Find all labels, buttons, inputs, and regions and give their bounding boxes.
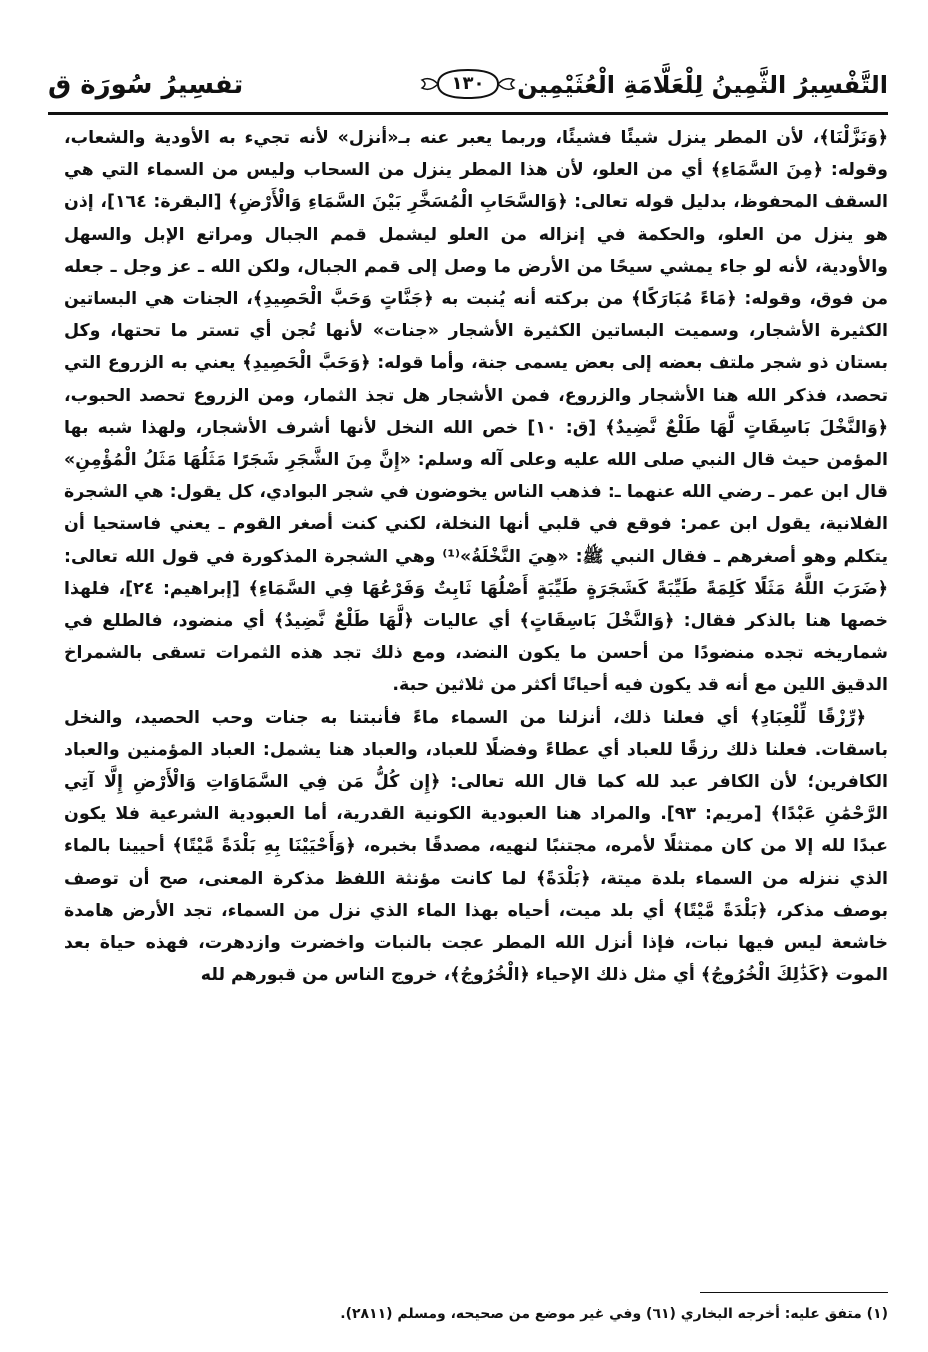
book-title: التَّفْسِيرُ الثَّمِينُ لِلْعَلَّامَةِ الْعُثَيْمِين <box>517 71 888 99</box>
header-divider <box>48 112 888 115</box>
page-number: ١٣٠ <box>451 73 485 94</box>
footnote: (١) متفق عليه: أخرجه البخاري (٦١) وفي غير موضع من صحيحه، ومسلم (٢٨١١). <box>340 1306 888 1322</box>
footnote-divider <box>700 1292 888 1293</box>
page-header <box>48 60 888 116</box>
main-text <box>64 122 888 991</box>
page-number-ornament <box>418 66 518 102</box>
paragraph: ﴿رِّزْقًا لِّلْعِبَادِ﴾ أي فعلنا ذلك، أنزلنا من السماء ماءً فأنبتنا به جنات وحب الحصيد، والنخل باسقات. فعلنا ذلك رزقًا للعباد أي عطاءً وفضلًا للعباد، والعباد هنا يشمل: العباد المؤمنين والعباد الكافرين؛ لأن الكافر عبد لله كما قال الله تعالى: ﴿إِن كُلُّ مَن فِي السَّمَاوَاتِ وَالْأَرْضِ إِلَّا آتِي الرَّحْمَٰنِ عَبْدًا﴾ [مريم: ٩٣]. والمراد هنا العبودية الكونية القدرية، أما العبودية الشرعية فلا يكون عبدًا لله إلا من كان ممتثلًا لأمره، مجتنبًا لنهيه، مصدقًا بخبره، ﴿وَأَحْيَيْنَا بِهِ بَلْدَةً مَّيْتًا﴾ أحيينا بالماء الذي ننزله من السماء بلدة ميتة، ﴿بَلْدَةً﴾ لما كانت مؤنثة اللفظ مذكرة المعنى، صح أن توصف بوصف مذكر، ﴿بَلْدَةً مَّيْتًا﴾ أي بلد ميت، أحياه بهذا الماء الذي نزل من السماء، تجد الأرض هامدة خاشعة ليس فيها نبات، فإذا أنزل الله المطر عجت بالنبات واخضرت وازدهرت، فهذه حياة بعد الموت ﴿كَذَٰلِكَ الْخُرُوجُ﴾ أي مثل ذلك الإحياء ﴿الْخُرُوجُ﴾، خروج الناس من قبورهم لله <box>64 707 888 986</box>
surah-title: تفسِيرُ سُورَة ق <box>48 70 244 100</box>
paragraph: ﴿وَنَزَّلْنَا﴾، لأن المطر ينزل شيئًا فشيئًا، وربما يعبر عنه بـ«أنزل» لأنه تجيء به الأودية والشعاب، وقوله: ﴿مِنَ السَّمَاءِ﴾ أي من العلو، لأن هذا المطر ينزل من السحاب وليس من السماء التي هي السقف المحفوظ، بدليل قوله تعالى: ﴿وَالسَّحَابِ الْمُسَخَّرِ بَيْنَ السَّمَاءِ وَالْأَرْضِ﴾ [البقرة: ١٦٤]، إذن هو ينزل من العلو، والحكمة في إنزاله من العلو ليشمل قمم الجبال ومراتع الإبل والسهل والأودية، لأنه لو جاء يمشي سيحًا من الأرض ما وصل إلى قمم الجبال، ولكن الله ـ عز وجل ـ جعله من فوق، وقوله: ﴿مَاءً مُبَارَكًا﴾ من بركته أنه يُنبت به ﴿جَنَّاتٍ وَحَبَّ الْحَصِيدِ﴾، الجنات هي البساتين الكثيرة الأشجار، وسميت البساتين الكثيرة الأشجار «جنات» لأنها تُجن أي تستر ما تحتها، وكل بستان ذو شجر ملتف بعضه إلى بعض يسمى جنة، وأما قوله: ﴿وَحَبَّ الْحَصِيدِ﴾ يعني به الزروع التي تحصد، فذكر الله هنا الأشجار والزروع، فمن الأشجار هل تجذ الثمار، ومن الزروع تحصد الحبوب، ﴿وَالنَّخْلَ بَاسِقَاتٍ لَّهَا طَلْعٌ نَّضِيدٌ﴾ [ق: ١٠] خص الله النخل لأنها أشرف الأشجار، ولهذا شبه بها المؤمن حيث قال النبي صلى الله عليه وعلى آله وسلم: «إِنَّ مِنَ الشَّجَرِ شَجَرًا مَثَلُهَا مَثَلُ الْمُؤْمِنِ» قال ابن عمر ـ رضي الله عنهما ـ: فذهب الناس يخوضون في شجر البوادي، كل يقول: هي الشجرة الفلانية، يقول ابن عمر: فوقع في قلبي أنها النخلة، لكني كنت أصغر القوم ـ يعني فاستحيا أن يتكلم وهو أصغرهم ـ فقال النبي ﷺ: «هِيَ النَّخْلَةُ»⁽¹⁾ وهي الشجرة المذكورة في قول الله تعالى: ﴿ضَرَبَ اللَّهُ مَثَلًا كَلِمَةً طَيِّبَةً كَشَجَرَةٍ طَيِّبَةٍ أَصْلُهَا ثَابِتٌ وَفَرْعُهَا فِي السَّمَاءِ﴾ [إبراهيم: ٢٤]، فلهذا خصها هنا بالذكر فقال: ﴿وَالنَّخْلَ بَاسِقَاتٍ﴾ أي عاليات ﴿لَّهَا طَلْعٌ نَّضِيدٌ﴾ أي منضود، فالطلع في شماريخه تجده منضودًا من أحسن ما يكون النضد، ومع ذلك تجد هذه الثمرات تسقى بالشمراخ الدقيق اللين مع أنه قد يكون فيه أحيانًا أكثر من ثلاثين حبة. <box>64 128 888 696</box>
